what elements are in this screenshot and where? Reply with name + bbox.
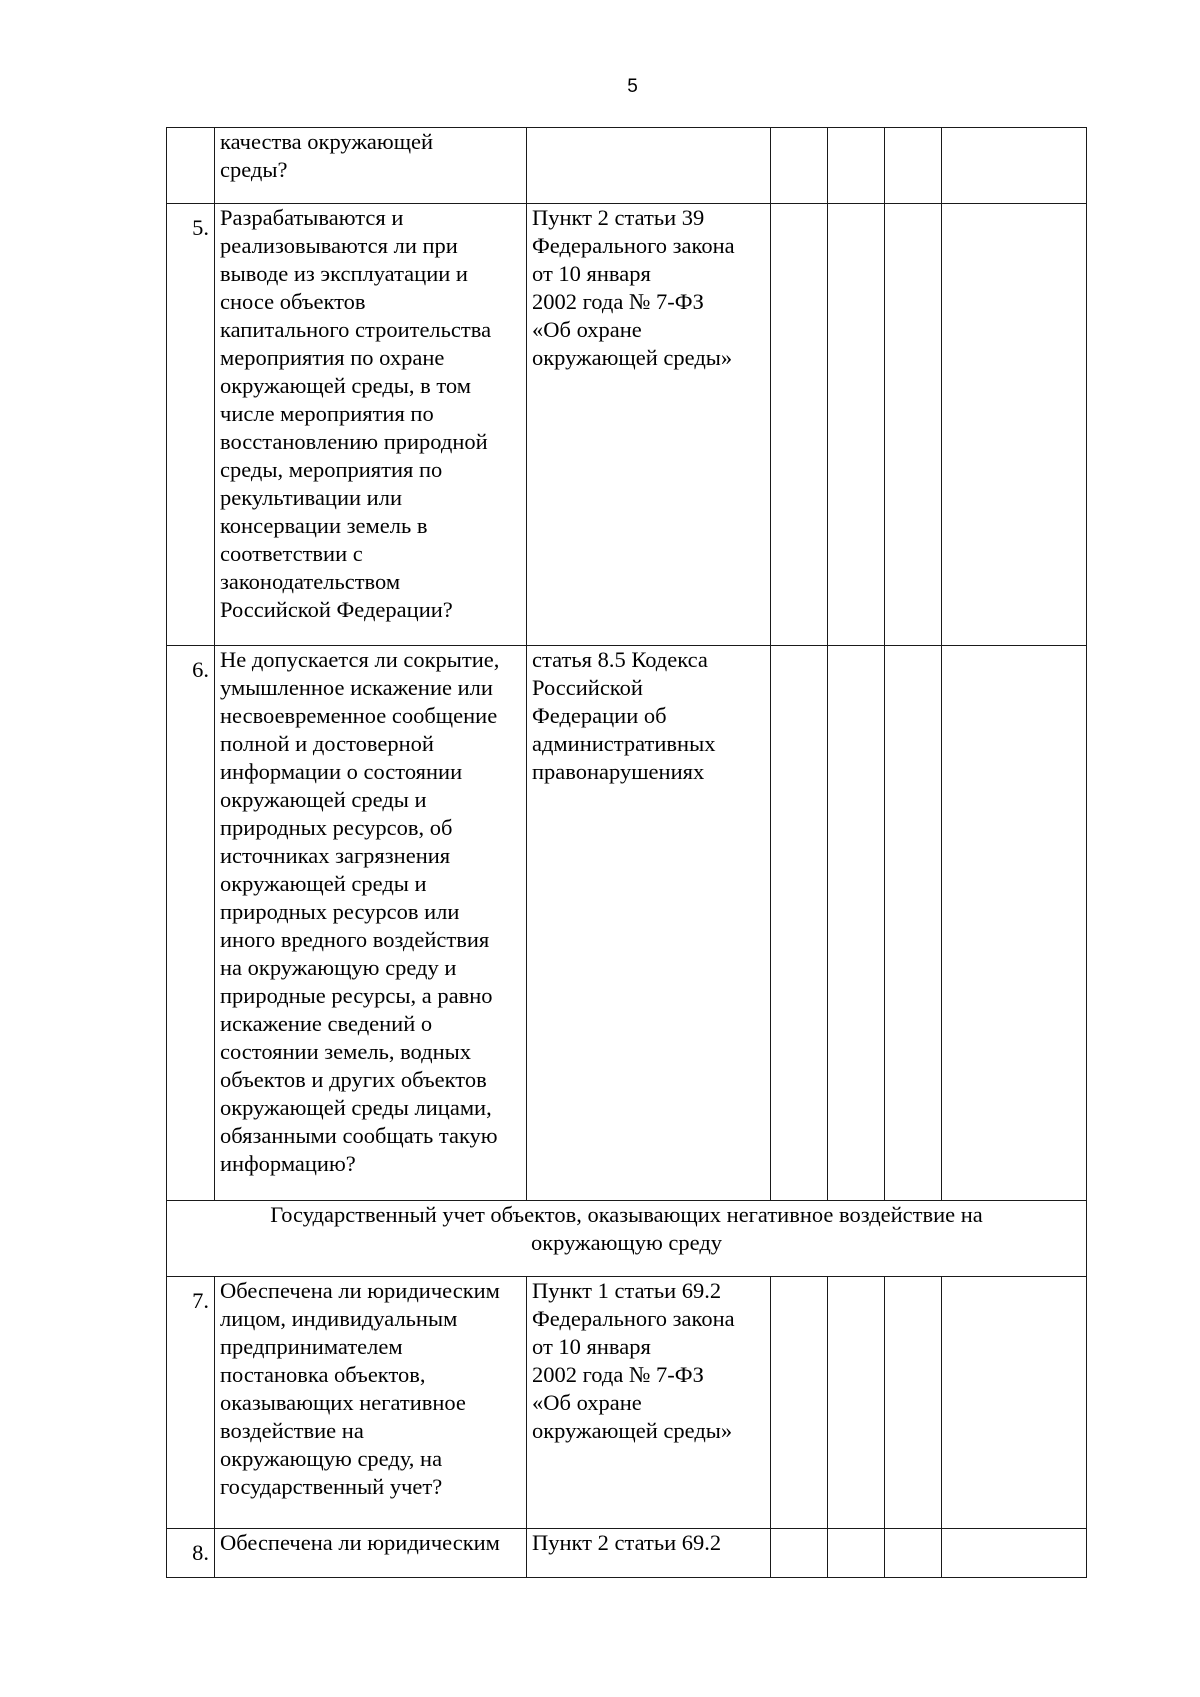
section-header-row: [167, 1201, 1087, 1277]
row-number-cell: [167, 204, 215, 646]
row-number: 6.: [192, 657, 209, 682]
empty-cell: [771, 1277, 828, 1529]
reference-cell: [527, 128, 771, 204]
row-number: 8.: [192, 1540, 209, 1565]
reference-text: статья 8.5 Кодекса Российской Федерации об административных правонарушениях: [532, 647, 716, 784]
question-cell: [215, 1277, 527, 1529]
empty-cell: [942, 1277, 1087, 1529]
empty-cell: [771, 1529, 828, 1578]
empty-cell: [885, 1529, 942, 1578]
reference-cell: [527, 1277, 771, 1529]
reference-cell: [527, 204, 771, 646]
empty-cell: [885, 1277, 942, 1529]
empty-cell: [828, 204, 885, 646]
empty-cell: [942, 204, 1087, 646]
empty-cell: [942, 1529, 1087, 1578]
empty-cell: [771, 646, 828, 1201]
question-cell: [215, 646, 527, 1201]
empty-cell: [942, 646, 1087, 1201]
empty-cell: [828, 128, 885, 204]
row-number-cell: [167, 1529, 215, 1578]
question-text: качества окружающей среды?: [220, 129, 434, 182]
checklist-table: [166, 127, 1087, 1578]
empty-cell: [828, 1277, 885, 1529]
table-row: [167, 204, 1087, 646]
question-cell: [215, 1529, 527, 1578]
question-text: Обеспечена ли юридическим: [220, 1530, 500, 1555]
row-number-cell: [167, 128, 215, 204]
empty-cell: [828, 1529, 885, 1578]
table-row: [167, 1277, 1087, 1529]
reference-text: Пункт 1 статьи 69.2 Федерального закона от 10 января 2002 года № 7-ФЗ «Об охране окружающей среды»: [532, 1278, 735, 1443]
reference-cell: [527, 1529, 771, 1578]
page-number: 5: [627, 76, 638, 97]
empty-cell: [771, 204, 828, 646]
empty-cell: [885, 646, 942, 1201]
question-text: Обеспечена ли юридическим лицом, индивидуальным предпринимателем постановка объектов, оказывающих негативное воздействие на окружающую среду, на государственный учет?: [220, 1278, 500, 1499]
empty-cell: [771, 128, 828, 204]
reference-text: Пункт 2 статьи 39 Федерального закона от 10 января 2002 года № 7-ФЗ «Об охране окружающей среды»: [532, 205, 735, 370]
question-text: Не допускается ли сокрытие, умышленное искажение или несвоевременное сообщение полной и достоверной информации о состоянии окружающей среды и природных ресурсов, об источниках загрязнения окружающей среды и природных ресурсов или иного вредного воздействия на окружающую среду и природные ресурсы, а равно искажение сведений о состоянии земель, водных объектов и других объектов окружающей среды лицами, обязанными сообщать такую информацию?: [220, 647, 500, 1176]
empty-cell: [828, 646, 885, 1201]
table-row: [167, 1529, 1087, 1578]
row-number-cell: [167, 1277, 215, 1529]
row-number: 5.: [192, 215, 209, 240]
row-number: 7.: [192, 1288, 209, 1313]
empty-cell: [885, 204, 942, 646]
reference-cell: [527, 646, 771, 1201]
table-row: [167, 128, 1087, 204]
section-title: [167, 1201, 1087, 1277]
question-cell: [215, 128, 527, 204]
empty-cell: [942, 128, 1087, 204]
row-number-cell: [167, 646, 215, 1201]
empty-cell: [885, 128, 942, 204]
question-cell: [215, 204, 527, 646]
section-title-text: Государственный учет объектов, оказывающих негативное воздействие на окружающую среду: [270, 1202, 983, 1255]
question-text: Разрабатываются и реализовываются ли при выводе из эксплуатации и сносе объектов капитального строительства мероприятия по охране окружающей среды, в том числе мероприятия по восстановлению природной среды, мероприятия по рекультивации или консервации земель в соответствии с законодательством Российской Федерации?: [220, 205, 492, 622]
table-row: [167, 646, 1087, 1201]
reference-text: Пункт 2 статьи 69.2: [532, 1530, 722, 1555]
